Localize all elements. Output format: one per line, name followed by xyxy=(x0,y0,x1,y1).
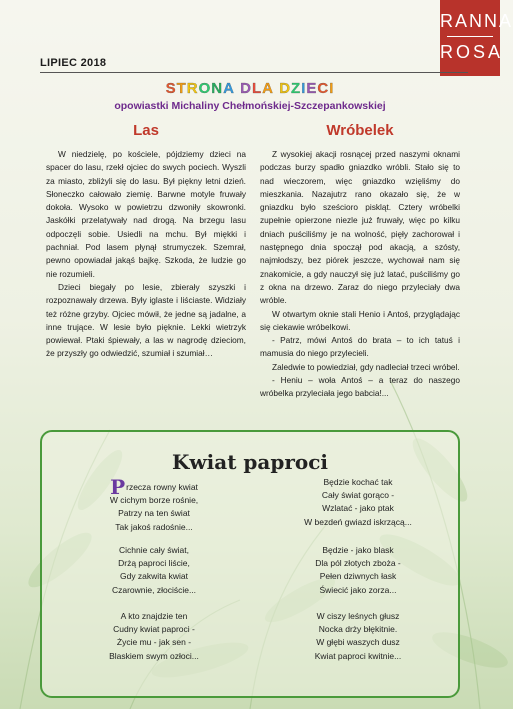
story-wrobelek-paragraph: W otwartym oknie stali Henio i Antoś, przyglądając się ciekawie wróbelkowi. xyxy=(260,308,460,332)
poem-line: Gdy zakwita kwiat xyxy=(119,571,189,582)
poem-line: W bezdeń gwiazd iskrzącą... xyxy=(304,516,412,527)
poem-stanza xyxy=(268,476,448,529)
poem-line: Cały świat gorąco - xyxy=(321,490,395,501)
section-title-letter: D xyxy=(279,80,292,97)
poem-stanza xyxy=(64,475,244,534)
section-title-letter: D xyxy=(240,80,252,97)
story-wrobelek-title: Wróbelek xyxy=(326,122,394,139)
section-title-letter: E xyxy=(306,80,318,97)
poem-line: Cudny kwiat paproci - xyxy=(113,624,195,635)
logo-line-1: RANNA xyxy=(440,11,513,31)
logo-line-2: ROSA xyxy=(440,42,504,62)
poem-line: Wzlatać - jako ptak xyxy=(322,503,394,514)
header-divider xyxy=(40,72,468,73)
story-wrobelek-paragraph: Zaledwie to powiedział, gdy nadleciał trzeci wróbel. xyxy=(272,361,460,372)
story-las-paragraph: Dzieci biegały po lesie, zbierały szyszki i rozpoznawały drzewa. Były iglaste i liściaste. Widziały też różne grzyby. Ojciec mówił, że jedne są jadalne, a inne trujące. W lesie było pięknie. Lekki wietrzyk powiewał. Ptaki śpiewały, a las w nagrodę dzieciom, że przyszły go odwiedzić, szumiał i szumiał… xyxy=(46,281,246,359)
poem-line: Drżą paproci liście, xyxy=(118,558,190,569)
poem-line: Cichnie cały świat, xyxy=(119,545,189,555)
section-title-letter: A xyxy=(262,80,275,97)
poem-line-text: rzecza rowny kwiat xyxy=(126,482,198,492)
section-title-letter: O xyxy=(198,80,212,97)
poem-line: Będzie kochać tak xyxy=(323,477,393,487)
poem-stanza xyxy=(268,544,448,597)
poem-box xyxy=(40,430,460,698)
issue-month: LIPIEC 2018 xyxy=(40,57,107,69)
section-title-letter: N xyxy=(211,80,224,97)
poem-line: Nocka drży błękitnie. xyxy=(318,624,398,635)
section-subtitle: opowiastki Michaliny Chełmońskiej-Szczepankowskiej xyxy=(114,100,386,112)
section-title-letter: Z xyxy=(291,80,302,97)
section-title-letter: R xyxy=(186,80,199,97)
poem-stanza xyxy=(268,610,448,663)
section-title-letter: S xyxy=(165,80,177,97)
story-las-title: Las xyxy=(133,122,159,139)
ranna-rosa-logo xyxy=(440,0,513,76)
poem-line: Blaskiem swym ozłoci... xyxy=(109,650,199,661)
section-title-letter: C xyxy=(317,80,330,97)
drop-cap-letter: P xyxy=(110,475,126,499)
section-title-letter: A xyxy=(223,80,235,97)
poem-line-first xyxy=(64,475,244,499)
story-wrobelek-paragraph: Z wysokiej akacji rosnącej przed naszymi oknami podczas burzy spadło gniazdko wróbli. Stało się to nad wieczorem, więc gniazdko wzięliśmy do mieszkania. Nazajutrz rano okazało się, że w gniazdku było sześcioro piskląt. Cztery wróbelki zupełnie opierzone niezle już fruwały, więc po kilku dniach puściliśmy je na wolność, pięły zachorował i następnego dnia spoczął pod akacją, a szósty, najmłodszy, bez piórek jeszcze, wychował nam się znakomicie, a gdy nauczył się już latać, puściliśmy go z okna na drzewo. Zaraz do niego przyleciały dwa wróble. xyxy=(260,149,460,306)
poem-line: A kto znajdzie ten xyxy=(120,611,188,621)
section-title-letter: I xyxy=(301,80,307,97)
story-las xyxy=(46,122,246,361)
section-title xyxy=(0,80,500,97)
poem-line: Czarownie, złociście... xyxy=(111,584,197,595)
poem-line: Świecić jako zorza... xyxy=(319,584,397,595)
story-las-paragraph: W niedzielę, po kościele, pójdziemy dzieci na spacer do lasu, rzekł ojciec do swych pociech. Wyszli za miasto, zbliżyli się do lasu. Był piękny letni dzień. Słoneczko całowało ziemię. Barwne motyle fruwały dokoła. Wysoko w powietrzu dzwoniły skowronki. Jaskółki przelatywały nad drogą. Na brzegu lasu odpoczęli sobie. Usiedli na mchu. Był miękki i pachniał. Pod lasem płynął strumyczek. Szemrał, pewno opowiadał jakąś bajkę. Szkoda, że ludzie go nie rozumieli. xyxy=(46,149,246,279)
poem-line: Kwiat paproci kwitnie... xyxy=(314,650,402,661)
poem-line: Dla pól złotych zboża - xyxy=(315,558,401,569)
poem-stanza xyxy=(64,544,244,597)
story-wrobelek-paragraph: - Patrz, mówi Antoś do brata – to ich tatuś i mamusia do niego przylecieli. xyxy=(260,335,460,359)
poem-line: W cichym borze rośnie, xyxy=(109,495,199,506)
story-wrobelek xyxy=(260,122,460,401)
poem-line: Będzie - jako blask xyxy=(322,545,394,555)
poem-title: Kwiat paproci xyxy=(172,450,328,474)
poem-stanza xyxy=(64,610,244,663)
section-title-letter: L xyxy=(252,80,263,97)
section-title-letter: T xyxy=(176,80,187,97)
poem-line: Życie mu - jak sen - xyxy=(116,637,192,648)
poem-line: W głębi waszych dusz xyxy=(316,637,400,648)
story-wrobelek-paragraph: - Heniu – woła Antoś – a teraz do naszego wróbelka przyleciała jego babcia!... xyxy=(260,375,460,399)
section-title-letter: I xyxy=(329,80,335,97)
poem-line: Patrzy na ten świat xyxy=(118,508,190,519)
poem-line: Tak jakoś radośnie... xyxy=(115,521,193,532)
poem-line: Pełen dziwnych łask xyxy=(319,571,397,582)
poem-line: W ciszy leśnych głusz xyxy=(316,611,400,621)
logo-divider xyxy=(447,36,493,37)
